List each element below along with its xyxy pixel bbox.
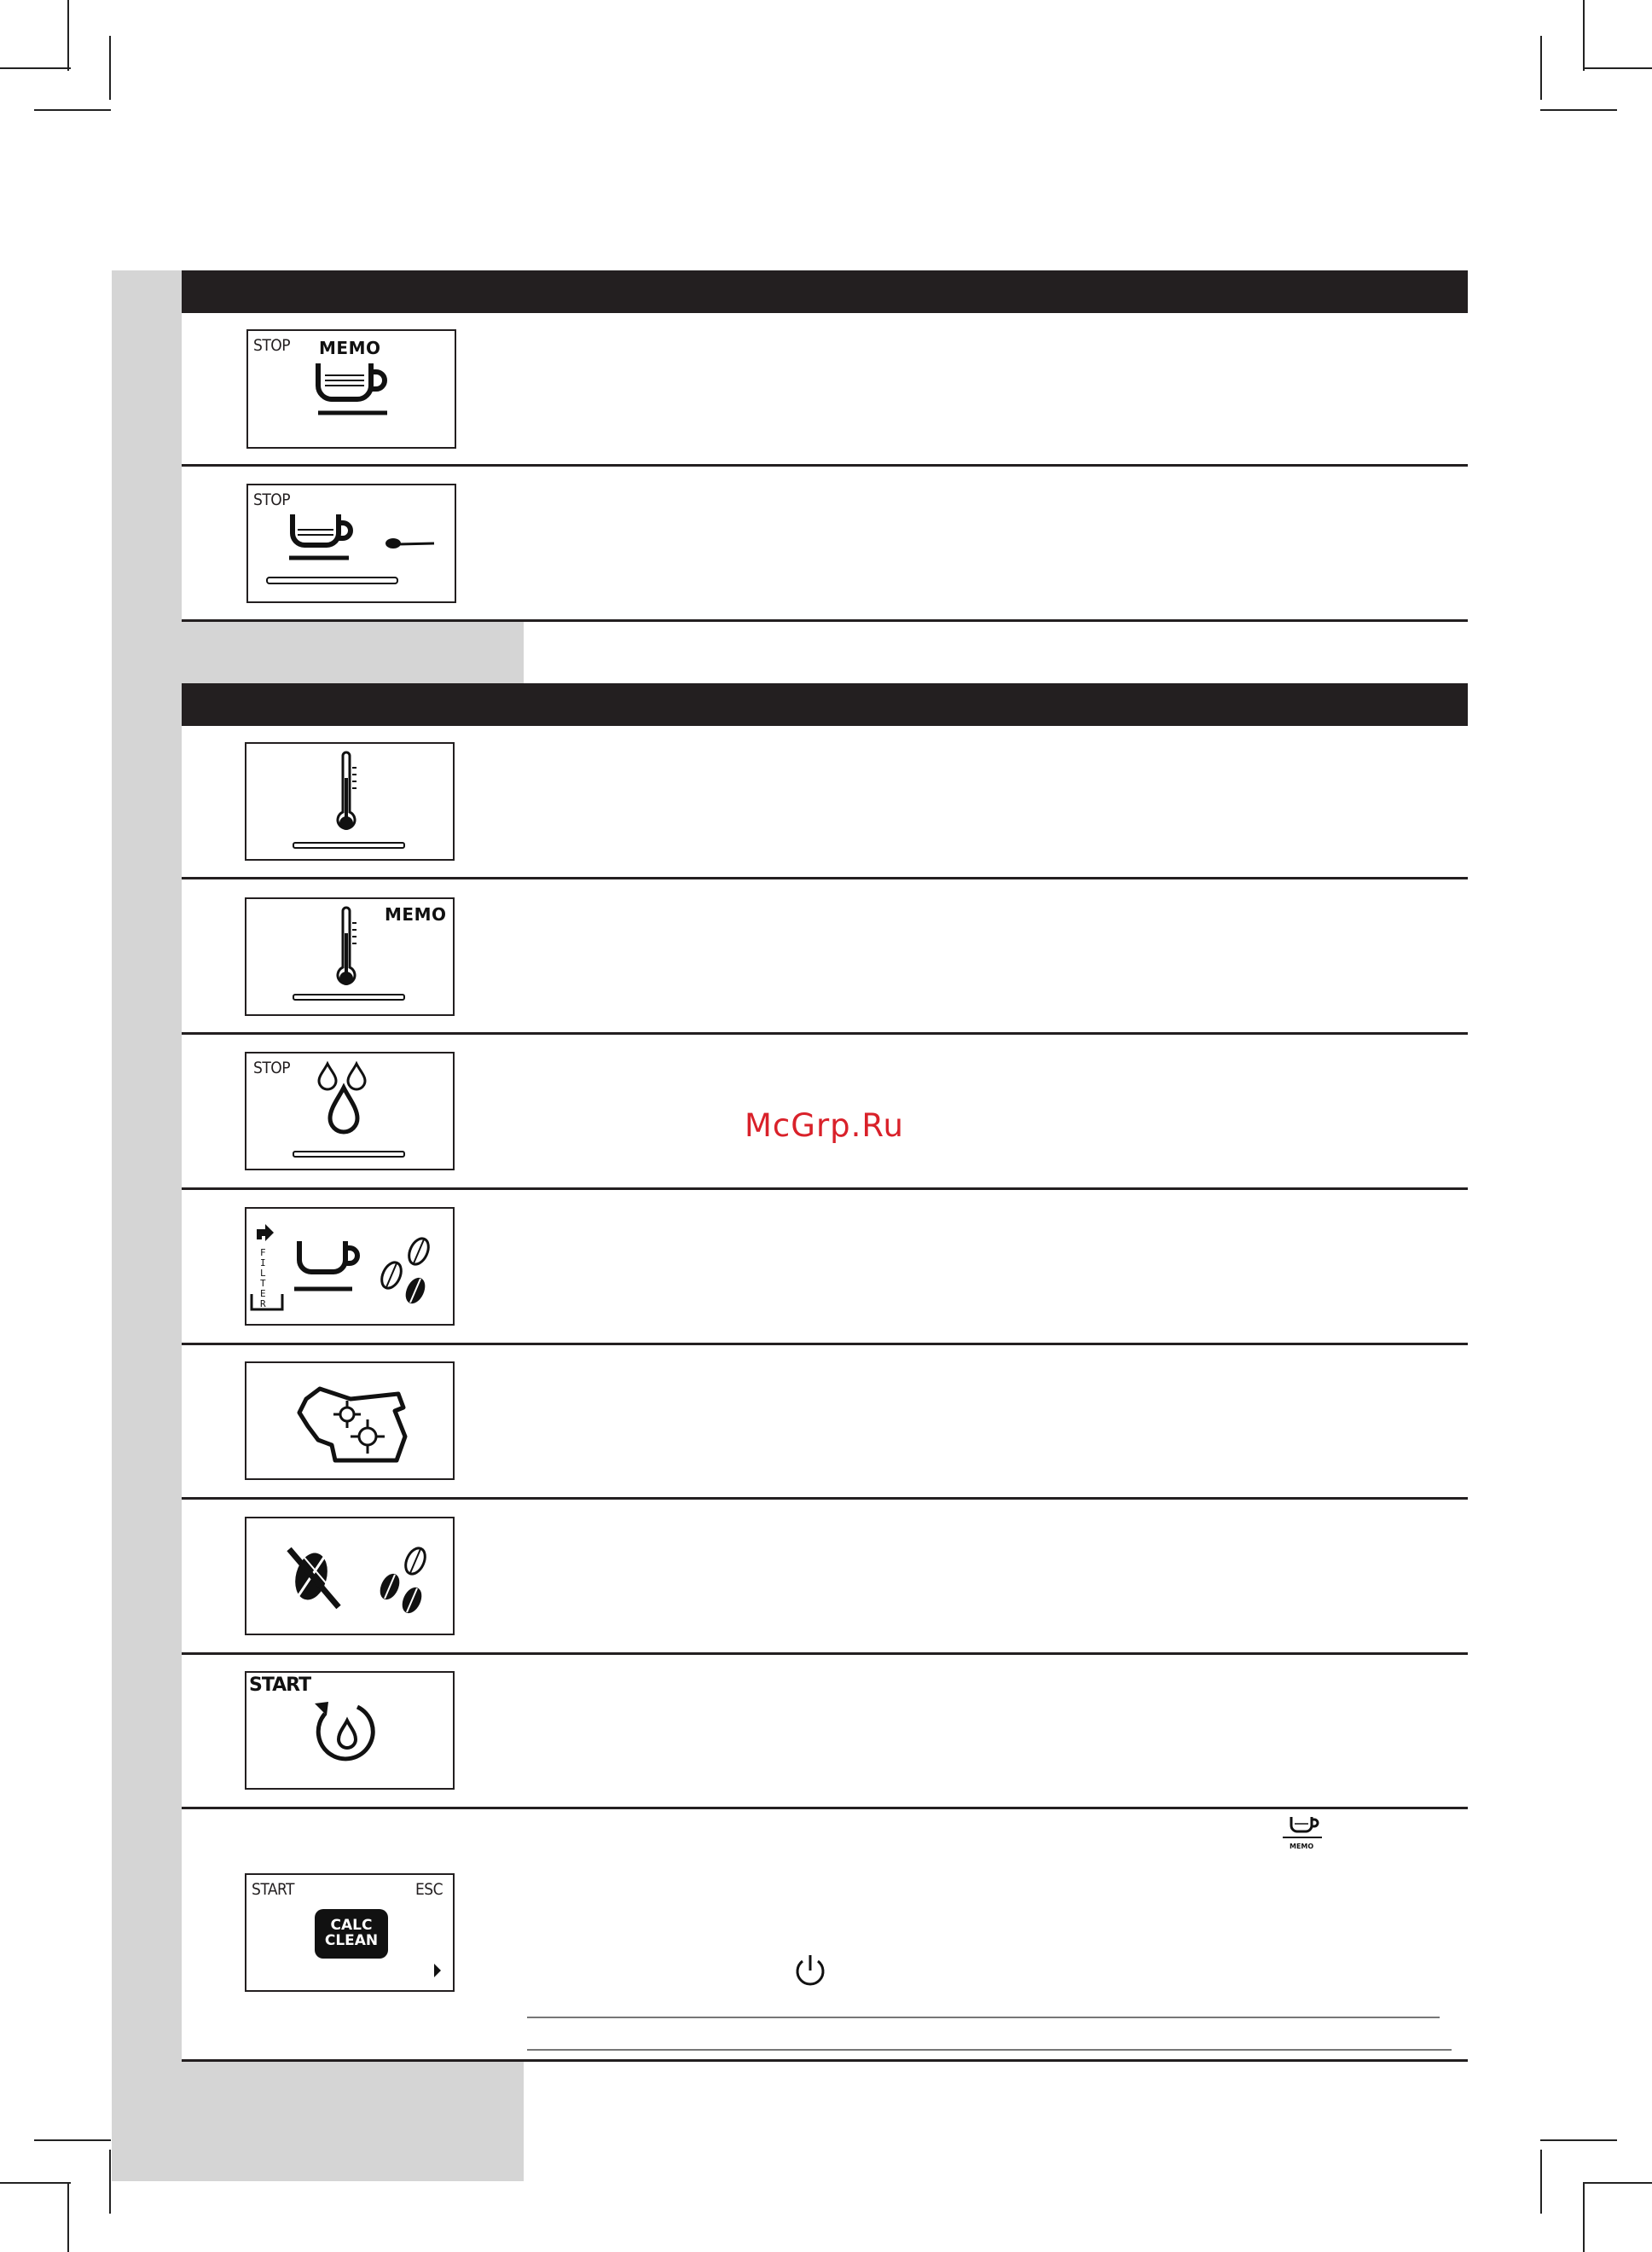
crop-mark: [67, 0, 69, 71]
display-label-stop: STOP: [253, 336, 291, 355]
crop-mark: [67, 2182, 69, 2252]
display-thermometer-memo: [245, 897, 455, 1016]
row-divider: [182, 877, 1468, 879]
display-brew-unit: [245, 1361, 455, 1480]
filter-letter: R: [260, 1298, 266, 1309]
crop-mark: [34, 2139, 111, 2141]
crop-mark: [34, 109, 111, 111]
crop-mark: [1583, 2182, 1652, 2184]
rinse-icon: [246, 1673, 456, 1791]
cup-spoon-icon: [248, 485, 458, 605]
display-label-memo: MEMO: [385, 904, 447, 925]
row-divider: [182, 1032, 1468, 1035]
row-divider: [182, 619, 1468, 622]
calc-clean-badge-line1: CALC: [330, 1917, 373, 1934]
row-divider: [182, 1652, 1468, 1655]
crop-mark: [1540, 109, 1617, 111]
note-rule: [527, 2017, 1440, 2018]
row-divider: [182, 1497, 1468, 1500]
crop-mark: [0, 67, 71, 69]
calc-clean-badge-line2: CLEAN: [324, 1932, 379, 1949]
filter-letter: T: [260, 1278, 266, 1289]
display-thermometer: [245, 742, 455, 861]
crop-mark: [1540, 36, 1542, 100]
section-header-bar: [182, 270, 1468, 313]
display-label-esc: ESC: [415, 1880, 443, 1899]
no-beans-icon: [246, 1518, 456, 1637]
crop-mark: [109, 2150, 111, 2214]
display-label-stop: STOP: [253, 490, 291, 509]
cup-full-icon: [248, 331, 458, 450]
display-stop-water-drops: [245, 1052, 455, 1170]
display-label-memo: MEMO: [319, 338, 381, 358]
crop-mark: [109, 36, 111, 100]
display-stop-cup-spoon: [246, 484, 456, 603]
note-rule: [527, 2049, 1452, 2051]
filter-cup-beans-icon: [246, 1209, 456, 1327]
crop-mark: [1583, 67, 1652, 69]
display-no-beans: [245, 1517, 455, 1635]
power-icon: [791, 1953, 829, 1991]
row-divider: [182, 1343, 1468, 1345]
arrow-right-icon: [246, 1875, 456, 1994]
display-start-calc-clean: [245, 1873, 455, 1992]
cup-memo-label: MEMO: [1290, 1843, 1314, 1850]
row-divider: [182, 464, 1468, 467]
display-stop-memo-cup: [246, 329, 456, 449]
crop-mark: [1583, 0, 1585, 71]
row-divider: [182, 1187, 1468, 1190]
crop-mark: [1540, 2139, 1617, 2141]
filter-letter: E: [260, 1288, 266, 1299]
watermark: McGrp.Ru: [745, 1107, 904, 1144]
filter-letter: L: [260, 1268, 266, 1279]
row-divider: [182, 1807, 1468, 1809]
crop-mark: [1540, 2150, 1542, 2214]
crop-mark: [0, 2182, 71, 2184]
display-start-rinse: [245, 1671, 455, 1790]
display-filter-cup-beans: [245, 1207, 455, 1326]
filter-letter: F: [260, 1247, 266, 1258]
row-divider: [182, 2059, 1468, 2062]
filter-letter: I: [260, 1257, 266, 1268]
display-label-start: START: [252, 1880, 294, 1899]
brew-unit-icon: [246, 1363, 456, 1482]
water-drops-icon: [246, 1053, 456, 1172]
display-label-start: START: [249, 1674, 311, 1696]
thermometer-icon: [246, 744, 456, 862]
section-header-bar: [182, 683, 1468, 726]
crop-mark: [1583, 2182, 1585, 2252]
display-label-stop: STOP: [253, 1059, 291, 1077]
thermometer-icon: [246, 899, 456, 1018]
